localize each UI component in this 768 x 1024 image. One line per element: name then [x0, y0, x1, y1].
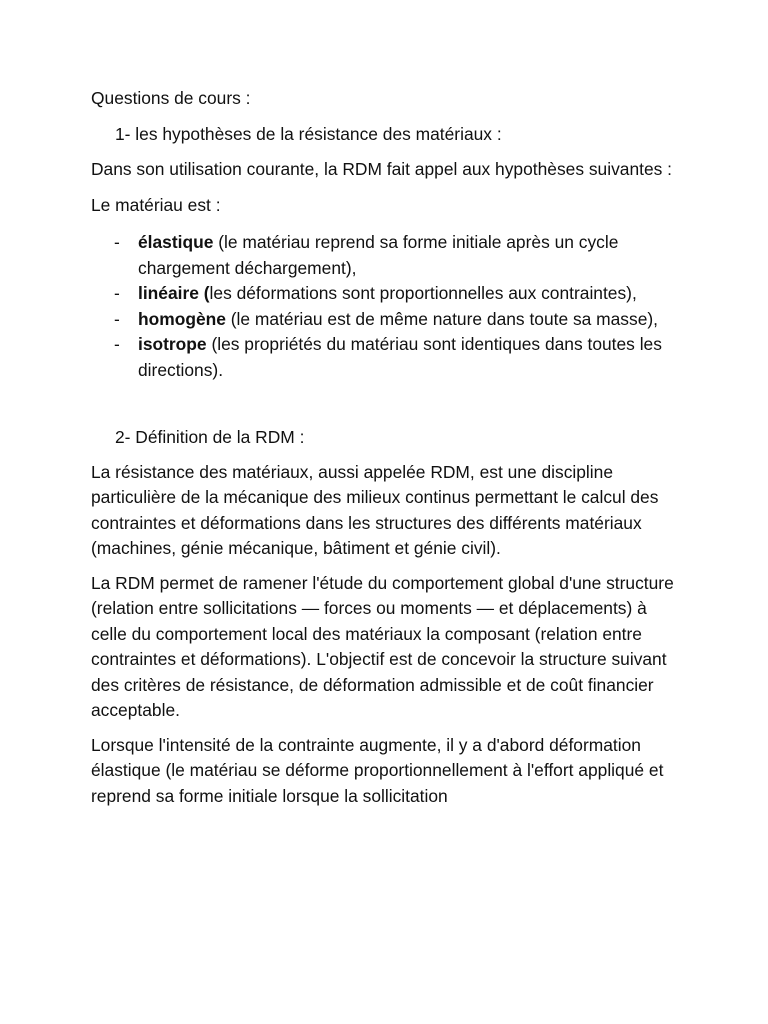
section2-paragraph: La résistance des matériaux, aussi appelée RDM, est une discipline particulière de la mécanique des milieux continus permettant le calcul des contraintes et déformations dans les structures des différents matériaux (machines, génie mécanique, bâtiment et génie civil). — [91, 461, 659, 558]
list-item — [91, 230, 681, 281]
bullet-dash: - — [114, 308, 120, 329]
bullet-dash: - — [114, 334, 120, 354]
bullet-dash: - — [114, 232, 120, 252]
section1-heading: 1- les hypothèses de la résistance des matériaux : — [115, 123, 502, 144]
section2-heading: 2- Définition de la RDM : — [115, 427, 305, 447]
bullet-dash: - — [114, 283, 120, 303]
list-item — [91, 307, 681, 333]
questions-title: Questions de cours : — [91, 88, 251, 108]
list-item — [91, 332, 681, 383]
section2-paragraph: La RDM permet de ramener l'étude du comportement global d'une structure (relation entre sollicitations — forces ou moments — et déplacements) à celle du comportement local des matériaux la composant (relation entre contraintes et déformations). L'objectif est de concevoir la structure suivant des critères de résistance, de déformation admissible et de coût financier acceptable. — [91, 572, 674, 720]
bullet-text: (le matériau est de même nature dans toute sa masse), — [225, 308, 658, 329]
bullet-term: homogène — [138, 308, 226, 329]
document-page — [91, 86, 681, 809]
section1-intro: Dans son utilisation courante, la RDM fait appel aux hypothèses suivantes : — [91, 159, 672, 179]
bullet-text: (le matériau reprend sa forme initiale après un cycle chargement déchargement), — [138, 232, 619, 278]
section2-paragraph: Lorsque l'intensité de la contrainte augmente, il y a d'abord déformation élastique (le matériau se déforme proportionnellement à l'effort appliqué et reprend sa forme initiale lorsque la sollicitation — [91, 734, 664, 806]
bullet-term: linéaire ( — [138, 283, 210, 303]
section1-lead: Le matériau est : — [91, 194, 221, 215]
bullet-term: isotrope — [138, 334, 207, 354]
hypotheses-list — [91, 230, 681, 383]
list-item — [91, 281, 681, 307]
bullet-text: les déformations sont proportionnelles aux contraintes), — [209, 283, 637, 303]
bullet-term: élastique — [138, 232, 214, 252]
bullet-text: (les propriétés du matériau sont identiques dans toutes les directions). — [138, 334, 662, 380]
